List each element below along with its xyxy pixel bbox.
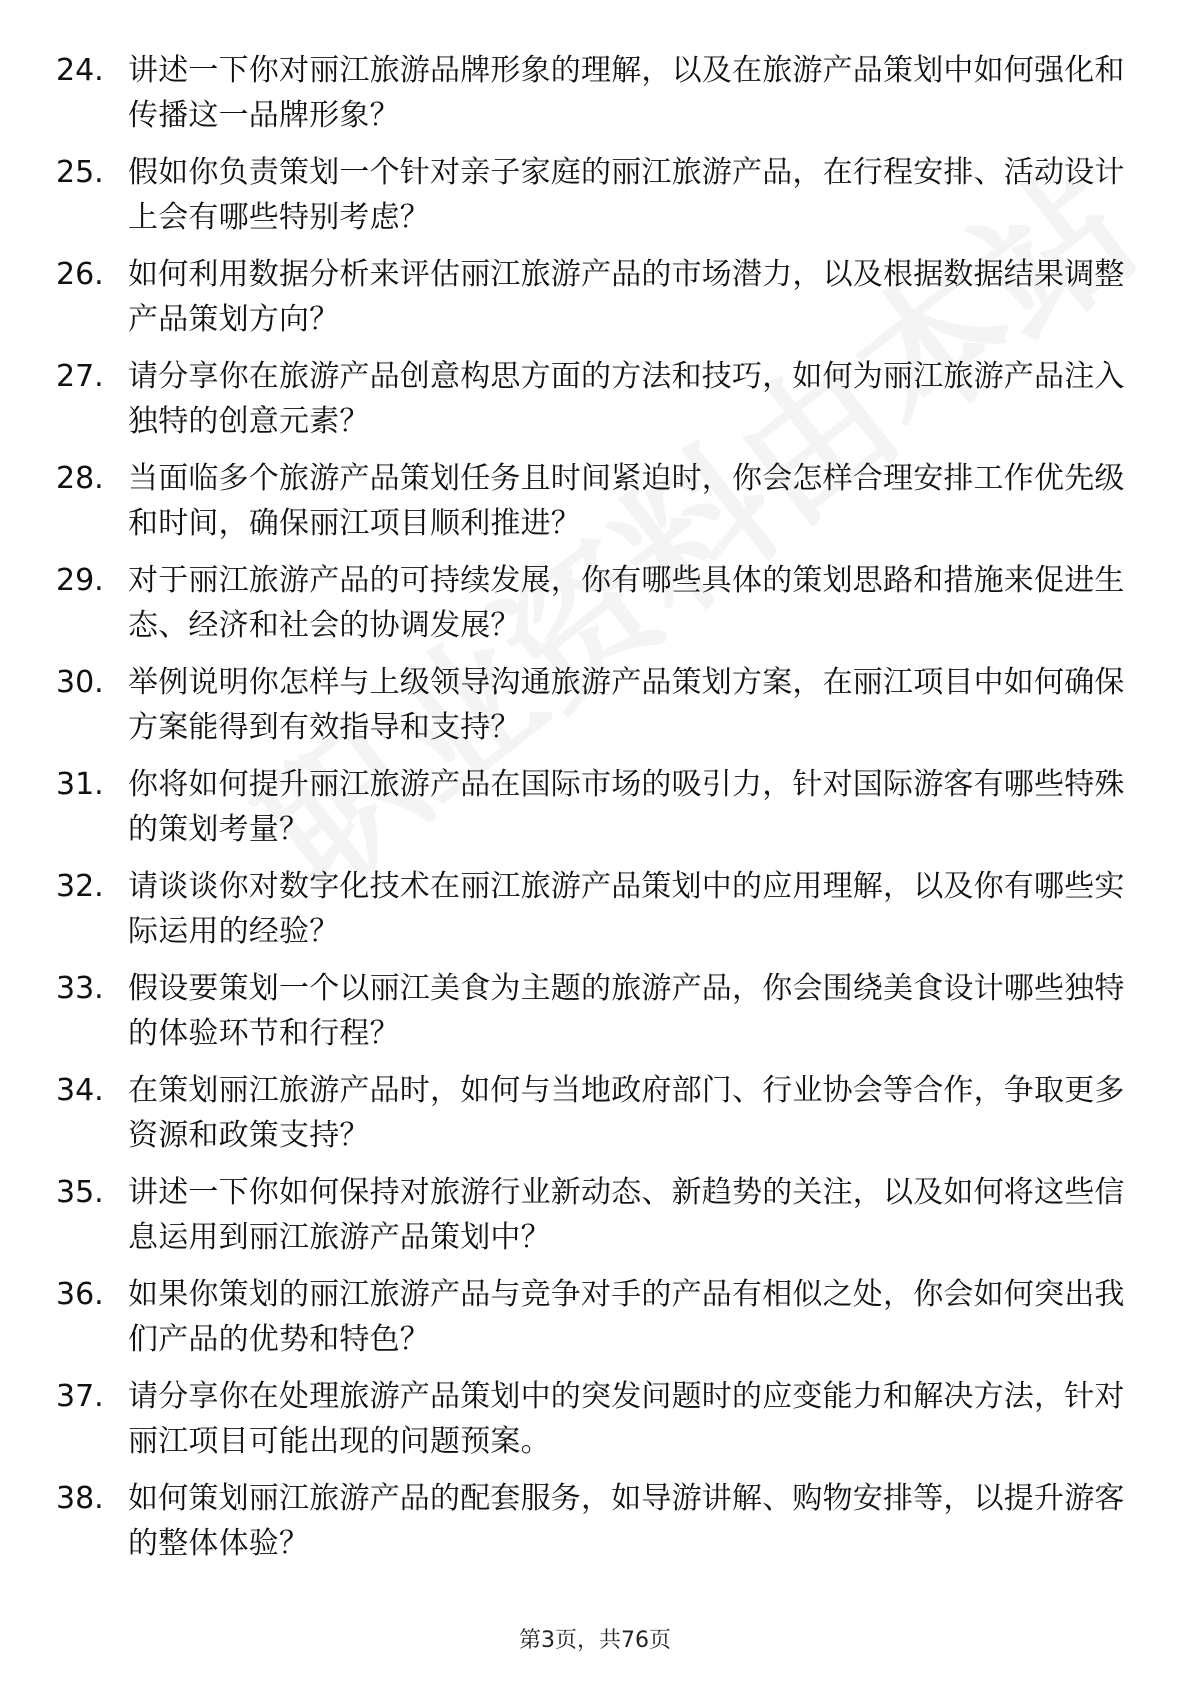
question-item: [56, 1170, 1136, 1272]
question-list: [56, 48, 1136, 1578]
question-number: 28.: [56, 461, 104, 496]
question-item: [56, 966, 1136, 1068]
question-number: 26.: [56, 257, 104, 292]
question-item: [56, 1374, 1136, 1476]
question-text: 请分享你在处理旅游产品策划中的突发问题时的应变能力和解决方法，针对丽江项目可能出现的问题预案。: [128, 1379, 1125, 1459]
question-text: 讲述一下你如何保持对旅游行业新动态、新趋势的关注，以及如何将这些信息运用到丽江旅游产品策划中？: [128, 1175, 1125, 1255]
question-item: [56, 660, 1136, 762]
question-number: 32.: [56, 869, 104, 904]
question-number: 31.: [56, 767, 104, 802]
question-item: [56, 762, 1136, 864]
question-item: [56, 252, 1136, 354]
question-number: 29.: [56, 563, 104, 598]
question-text: 对于丽江旅游产品的可持续发展，你有哪些具体的策划思路和措施来促进生态、经济和社会的协调发展？: [128, 563, 1125, 643]
question-number: 24.: [56, 53, 104, 88]
question-number: 30.: [56, 665, 104, 700]
question-number: 37.: [56, 1379, 104, 1414]
question-text: 在策划丽江旅游产品时，如何与当地政府部门、行业协会等合作，争取更多资源和政策支持？: [128, 1073, 1125, 1153]
question-item: [56, 558, 1136, 660]
question-text: 假如你负责策划一个针对亲子家庭的丽江旅游产品，在行程安排、活动设计上会有哪些特别考虑？: [128, 155, 1125, 235]
question-item: [56, 1068, 1136, 1170]
question-text: 你将如何提升丽江旅游产品在国际市场的吸引力，针对国际游客有哪些特殊的策划考量？: [128, 767, 1125, 847]
question-text: 如果你策划的丽江旅游产品与竞争对手的产品有相似之处，你会如何突出我们产品的优势和特色？: [128, 1277, 1125, 1357]
question-item: [56, 150, 1136, 252]
question-item: [56, 864, 1136, 966]
question-number: 36.: [56, 1277, 104, 1312]
question-text: 请谈谈你对数字化技术在丽江旅游产品策划中的应用理解，以及你有哪些实际运用的经验？: [128, 869, 1125, 949]
question-text: 讲述一下你对丽江旅游品牌形象的理解，以及在旅游产品策划中如何强化和传播这一品牌形象？: [128, 53, 1125, 133]
question-number: 34.: [56, 1073, 104, 1108]
page-number-footer: 第3页，共76页: [519, 1628, 671, 1653]
question-number: 33.: [56, 971, 104, 1006]
question-item: [56, 1272, 1136, 1374]
question-text: 如何利用数据分析来评估丽江旅游产品的市场潜力，以及根据数据结果调整产品策划方向？: [128, 257, 1125, 337]
question-text: 如何策划丽江旅游产品的配套服务，如导游讲解、购物安排等，以提升游客的整体体验？: [128, 1481, 1125, 1561]
question-text: 举例说明你怎样与上级领导沟通旅游产品策划方案，在丽江项目中如何确保方案能得到有效指导和支持？: [128, 665, 1125, 745]
question-text: 当面临多个旅游产品策划任务且时间紧迫时，你会怎样合理安排工作优先级和时间，确保丽江项目顺利推进？: [128, 461, 1125, 541]
question-number: 27.: [56, 359, 104, 394]
question-item: [56, 48, 1136, 150]
question-item: [56, 354, 1136, 456]
question-item: [56, 1476, 1136, 1578]
question-text: 假设要策划一个以丽江美食为主题的旅游产品，你会围绕美食设计哪些独特的体验环节和行程？: [128, 971, 1125, 1051]
question-number: 25.: [56, 155, 104, 190]
question-text: 请分享你在旅游产品创意构思方面的方法和技巧，如何为丽江旅游产品注入独特的创意元素？: [128, 359, 1125, 439]
question-number: 38.: [56, 1481, 104, 1516]
question-item: [56, 456, 1136, 558]
question-number: 35.: [56, 1175, 104, 1210]
